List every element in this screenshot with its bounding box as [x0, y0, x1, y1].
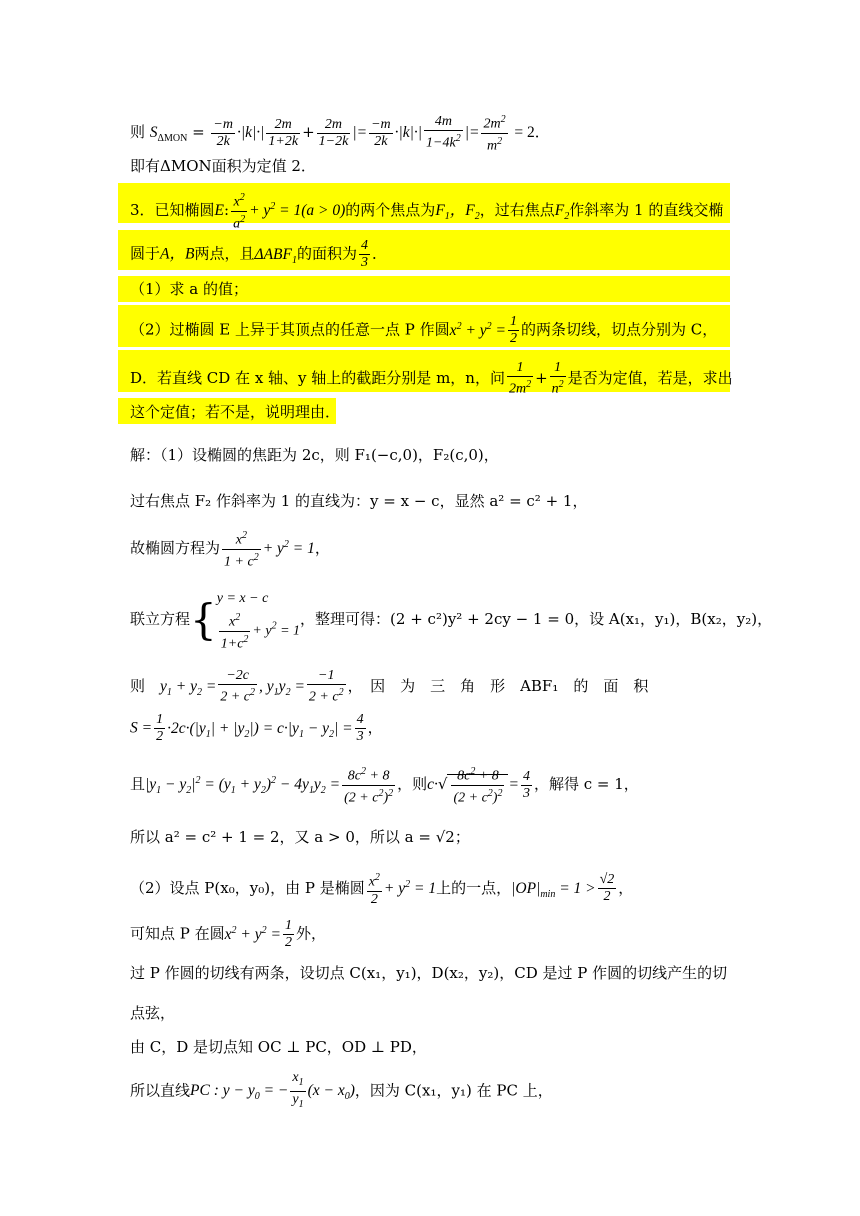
problem-line: D．若直线 CD 在 x 轴、y 轴上的截距分别是 m，n，问 $\frac{1}{2m^2}$ + $\frac{1}{n^2}$ 是否为定值，若是，求出 [130, 360, 733, 397]
s-mon-symbol: $S_{\Delta MON}$ [149, 124, 188, 145]
text-prefix: 则 [130, 123, 146, 142]
solution-line: 所以 a² = c² + 1 = 2，又 a > 0，所以 a = √2； [130, 828, 470, 846]
problem-part-1: （1）求 a 的值； [130, 280, 249, 298]
problem-line: 3．已知椭圆E: $\frac{x^2}{a^2}$ + $y^2 = 1(a > 0)$的两个焦点为$F_1$，$F_2$，过右焦点$F_2$作斜率为 1 的直线交椭 [130, 192, 724, 232]
problem-line: 圆于A，B两点，且$\Delta ABF_1$的面积为 $\frac{4}{3}$ ． [130, 238, 388, 270]
solution-line: 故椭圆方程为 $\frac{x^2}{1 + c^2}$ + $y^2 = 1$， [130, 530, 330, 570]
problem-line: （2）过椭圆 E 上异于其顶点的任意一点 P 作圆$x^2 + y^2$ = $\frac{1}{2}$ 的两条切线，切点分别为 C， [130, 314, 718, 346]
solution-line: 过 P 作圆的切线有两条，设切点 C(x₁，y₁)，D(x₂，y₂)，CD 是过 P 作圆的切线产生的切 [130, 964, 728, 982]
solution-line: 且$|y_1 - y_2|^2 = (y_1 + y_2)^2 - 4y_1y_2$ = $\frac{8c^2 + 8}{(2 + c^2)^2}$ ，则c·√ $\frac{8c^2 + 8}{(2 + c^2)^2}$ = $\frac{4}{3}$ ，解得 c = 1， [130, 766, 639, 806]
solution-line: （2）设点 P(x₀，y₀)，由 P 是椭圆 $\frac{x^2}{2}$ + $y^2 = 1$上的一点，$|OP|_{min} = 1$ > $\frac{√2}{2}$ ， [130, 872, 634, 907]
solution-line: 过右焦点 F₂ 作斜率为 1 的直线为：y = x − c，显然 a² = c² + 1， [130, 492, 588, 510]
solution-line: 解：（1）设椭圆的焦距为 2c，则 F₁(−c,0)，F₂(c,0)， [130, 446, 499, 464]
solution-line: S = $\frac{1}{2}$ $\cdot 2c\cdot(|y_1| + |y_2|) = c\cdot|y_1 - y_2|$ = $\frac{4}{3}$ ， [130, 712, 383, 744]
solution-line: 则 $y_1 + y_2$ = $\frac{-2c}{2 + c^2}$ , $y_1y_2$ = $\frac{-1}{2 + c^2}$ ， 因 为 三 角 形 ABF₁ 的 面 积 [130, 668, 649, 705]
solution-line: 所以直线PC : $y - y_0$ = − $\frac{x_1}{y_1}$ $(x - x_0)$，因为 C(x₁，y₁) 在 PC 上， [130, 1070, 553, 1110]
solution-line: 可知点 P 在圆$x^2 + y^2$ = $\frac{1}{2}$ 外， [130, 918, 326, 950]
text-line: 即有ΔMON面积为定值 2． [130, 157, 316, 175]
solution-line: 由 C，D 是切点知 OC ⊥ PC，OD ⊥ PD， [130, 1038, 427, 1056]
eq-value: = 2 [514, 124, 535, 142]
solution-line: 联立方程{ y = x − c $\frac{x^2}{1+c^2}$ + $y^2 = 1$ ，整理可得：(2 + c²)y² + 2cy − 1 = 0，设 A(x₁，y₁)，B(x₂，y₂)， [130, 591, 773, 652]
area-formula-line: 则 $S_{\Delta MON}$ = $\frac{-m}{2k}$ ·|k|·| $\frac{2m}{1+2k}$ + $\frac{2m}{1-2k}$ |= $\frac{-m}{2k}$ ·|k|·| $\frac{4m}{1-4k^2}$ |= $\frac{2m^2}{m^2}$ = 2． [130, 114, 550, 154]
problem-line: 这个定值；若不是，说明理由． [130, 403, 341, 421]
solution-line: 点弦， [130, 1004, 176, 1022]
